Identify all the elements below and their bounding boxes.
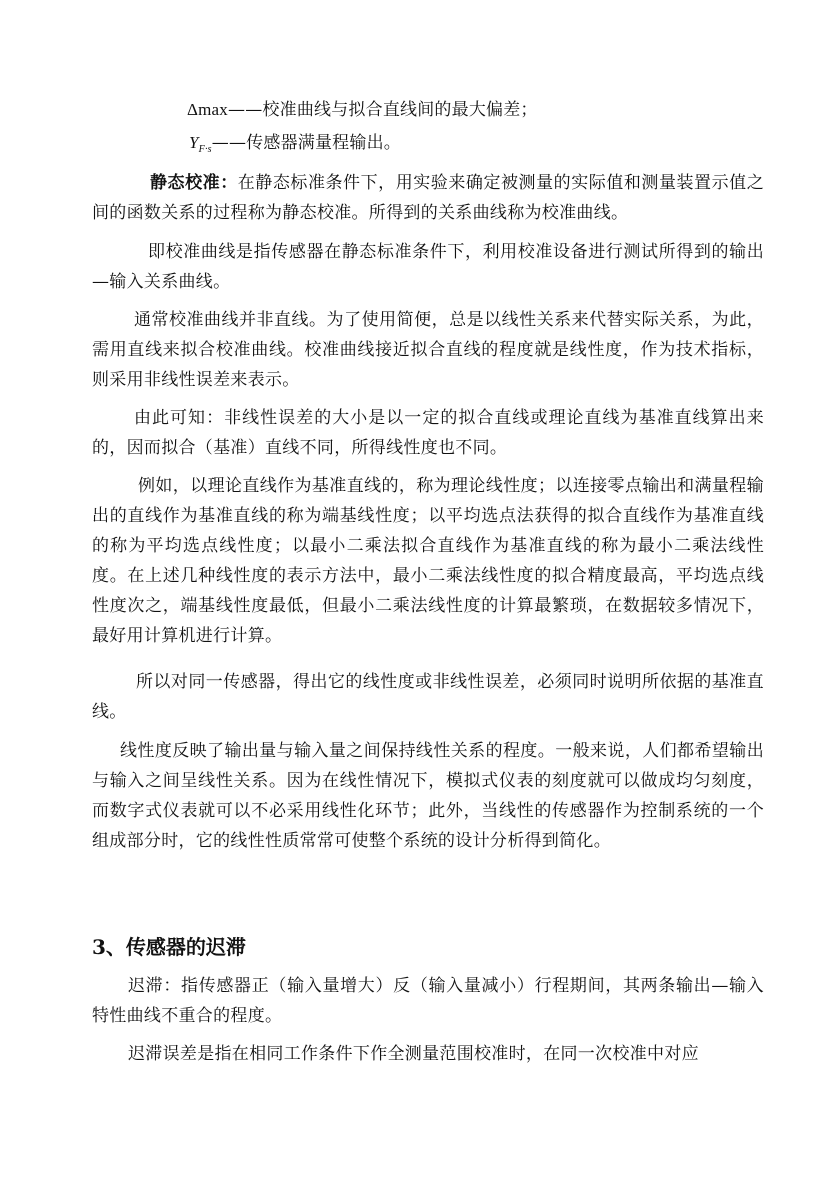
static-calibration-term: 静态校准： <box>150 173 238 193</box>
paragraph-calibration-curve: 即校准曲线是指传感器在静态标准条件下，利用校准设备进行测试所得到的输出—输入关系曲线。 <box>92 242 764 292</box>
paragraph-reference-line: 所以对同一传感器，得出它的线性度或非线性误差，必须同时说明所依据的基准直线。 <box>92 672 764 722</box>
y-fs-subscript: F·s <box>198 144 212 155</box>
y-fs-description: ——传感器满量程输出。 <box>211 133 401 153</box>
definition-delta-max <box>187 99 538 121</box>
static-calibration-paragraph <box>92 168 764 228</box>
paragraph-nonlinear-error: 由此可知：非线性误差的大小是以一定的拟合直线或理论直线为基准直线算出来的，因而拟合（基准）直线不同，所得线性度也不同。 <box>92 408 764 458</box>
static-calibration-text: 在静态标准条件下，用实验来确定被测量的实际值和测量装置示值之间的函数关系的过程称为静态校准。所得到的关系曲线称为校准曲线。 <box>92 173 764 223</box>
paragraph-linearity-significance: 线性度反映了输出量与输入量之间保持线性关系的程度。一般来说，人们都希望输出与输入之间呈线性关系。因为在线性情况下，模拟式仪表的刻度就可以做成均匀刻度，而数字式仪表就可以不必采用线性化环节；此外，当线性的传感器作为控制系统的一个组成部分时，它的线性性质常常可使整个系统的设计分析得到简化。 <box>92 741 764 851</box>
y-fs-symbol: Y <box>189 133 199 152</box>
delta-max-symbol: Δmax <box>187 100 229 119</box>
definition-y-fs <box>189 132 401 161</box>
paragraph-hysteresis-definition: 迟滞：指传感器正（输入量增大）反（输入量减小）行程期间，其两条输出—输入特性曲线不重合的程度。 <box>92 976 764 1026</box>
paragraph-hysteresis-error: 迟滞误差是指在相同工作条件下作全测量范围校准时，在同一次校准中对应 <box>128 1044 699 1064</box>
delta-max-description: ——校准曲线与拟合直线间的最大偏差； <box>228 100 538 120</box>
paragraph-linearity: 通常校准曲线并非直线。为了使用简便，总是以线性关系来代替实际关系，为此，需用直线来拟合校准曲线。校准曲线接近拟合直线的程度就是线性度，作为技术指标，则采用非线性误差来表示。 <box>92 310 764 390</box>
section-3-heading: 3、传感器的迟滞 <box>92 935 246 959</box>
paragraph-linearity-types: 例如，以理论直线作为基准直线的，称为理论线性度；以连接零点输出和满量程输出的直线作为基准直线的称为端基线性度；以平均选点法获得的拟合直线作为基准直线的称为平均选点线性度；以最小二乘法拟合直线作为基准直线的称为最小二乘法线性度。在上述几种线性度的表示方法中，最小二乘法线性度的拟合精度最高，平均选点线性度次之，端基线性度最低，但最小二乘法线性度的计算最繁琐，在数据较多情况下，最好用计算机进行计算。 <box>92 476 764 646</box>
